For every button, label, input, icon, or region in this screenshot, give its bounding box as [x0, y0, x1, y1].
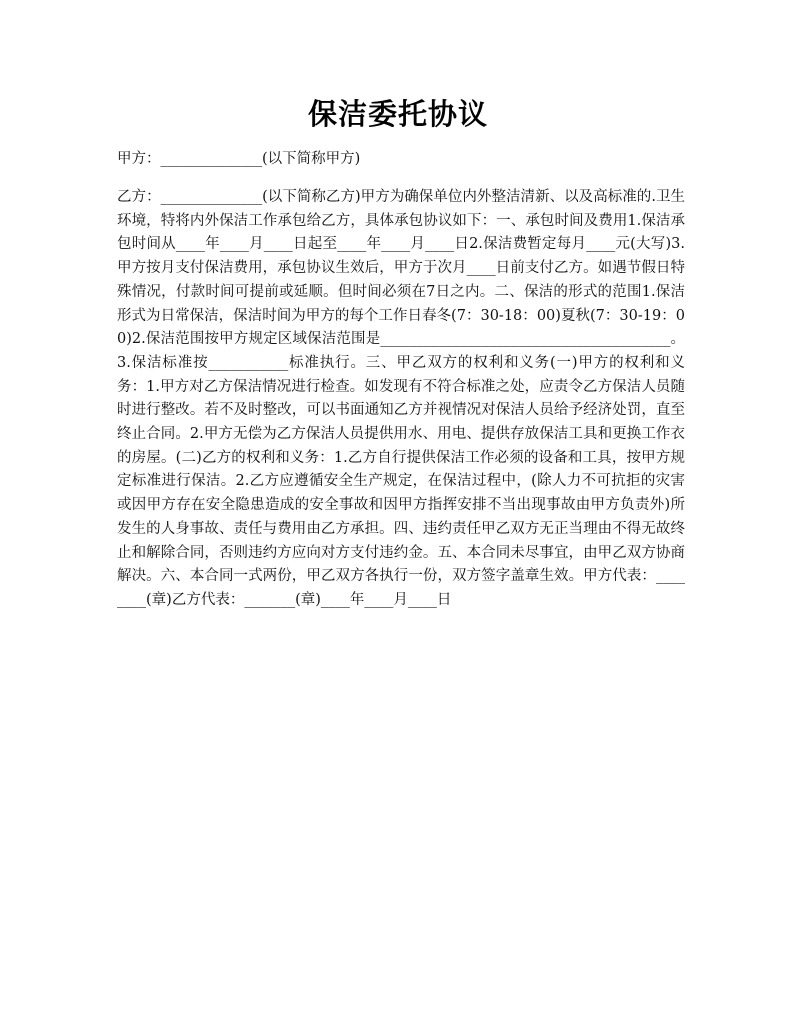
document-title: 保洁委托协议	[307, 97, 488, 131]
party-a-line: 甲方：______________(以下简称甲方)	[117, 151, 361, 167]
agreement-body: 乙方：______________(以下简称乙方)甲方为确保单位内外整洁清新、以及高标准的.卫生环境，特将内外保洁工作承包给乙方，具体承包协议如下：一、承包时间及费用1.保洁承包时间从____年____月____日起至____年____月____日2.保洁费暂定每月____元(大写)3.甲方按月支付保洁费用，承包协议生效后，甲方于次月____日前支付乙方。如遇节假日特殊情况，付款时间可提前或延顺。但时间必须在7日之内。二、保洁的形式的范围1.保洁形式为日常保洁，保洁时间为甲方的每个工作日春冬(7：30-18：00)夏秋(7：30-19：00)2.保洁范围按甲方规定区域保洁范围是________________________________________。3.保洁标准按___________标准执行。三、甲乙双方的权利和义务(一)甲方的权利和义务：1.甲方对乙方保洁情况进行检查。如发现有不符合标准之处，应责令乙方保洁人员随时进行整改。若不及时整改，可以书面通知乙方并视情况对保洁人员给予经济处罚，直至终止合同。2.甲方无偿为乙方保洁人员提供用水、用电、提供存放保洁工具和更换工作衣的房屋。(二)乙方的权利和义务：1.乙方自行提供保洁工作必须的设备和工具，按甲方规定标准进行保洁。2.乙方应遵循安全生产规定，在保洁过程中，(除人力不可抗拒的灾害或因甲方存在安全隐患造成的安全事故和因甲方指挥安排不当出现事故由甲方负责外)所发生的人身事故、责任与费用由乙方承担。四、违约责任甲乙双方无正当理由不得无故终止和解除合同，否则违约方应向对方支付违约金。五、本合同未尽事宜，由甲乙双方协商解决。六、本合同一式两份，甲乙双方各执行一份，双方签字盖章生效。甲方代表：________(章)乙方代表：_______(章)____年____月____日	[117, 189, 685, 608]
